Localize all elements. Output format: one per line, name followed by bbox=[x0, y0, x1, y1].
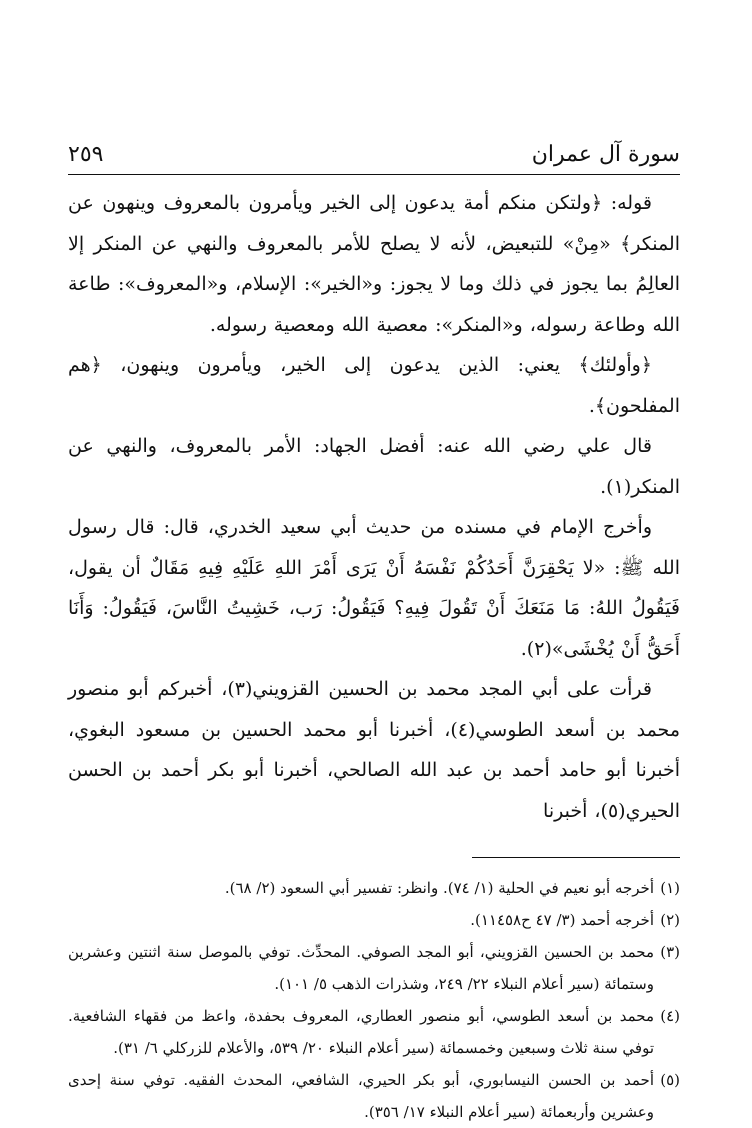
paragraph: قال علي رضي الله عنه: أفضل الجهاد: الأمر بالمعروف، والنهي عن المنكر(١). bbox=[68, 435, 680, 498]
surah-title: سورة آل عمران bbox=[531, 142, 680, 167]
header-rule bbox=[68, 174, 680, 175]
footnote-number: (١) bbox=[660, 879, 680, 897]
footnotes bbox=[68, 872, 680, 1128]
footnote bbox=[68, 872, 680, 904]
footnote-divider bbox=[472, 857, 680, 858]
paragraph: ﴿وأولئك﴾ يعني: الذين يدعون إلى الخير، ويأمرون وينهون، ﴿هم المفلحون﴾. bbox=[68, 354, 680, 417]
footnote bbox=[68, 1000, 680, 1064]
footnote bbox=[68, 1064, 680, 1128]
footnote-text: أحمد بن الحسن النيسابوري، أبو بكر الحيري، الشافعي، المحدث الفقيه. توفي سنة إحدى وعشرين وأربعمائة (سير أعلام النبلاء ١٧/ ٣٥٦). bbox=[68, 1071, 654, 1121]
footnote-text: محمد بن الحسين القزويني، أبو المجد الصوفي. المحدِّث. توفي بالموصل سنة اثنتين وعشرين وستمائة (سير أعلام النبلاء ٢٢/ ٢٤٩، وشذرات الذهب ٥/ ١٠١). bbox=[68, 943, 654, 993]
paragraph: وأخرج الإمام في مسنده من حديث أبي سعيد الخدري، قال: قال رسول الله ﷺ: «لا يَحْقِرَنَّ أَحَدُكُمْ نَفْسَهُ أَنْ يَرَى أَمْرَ اللهِ عَلَيْهِ فِيهِ مَقَالٌ أن يقول، فَيَقُولُ اللهُ: مَا مَنَعَكَ أَنْ تَقُولَ فِيهِ؟ فَيَقُولُ: رَب، خَشِيتُ النَّاسَ، فَيَقُولُ: وَأَنَا أَحَقُّ أَنْ يُخْشَى»(٢). bbox=[68, 516, 680, 660]
footnote-text: محمد بن أسعد الطوسي، أبو منصور العطاري، المعروف بحفدة، واعظ من فقهاء الشافعية. توفي سنة ثلاث وسبعين وخمسمائة (سير أعلام النبلاء ٢٠/ ٥٣٩، والأعلام للزركلي ٦/ ٣١). bbox=[68, 1007, 654, 1057]
page-number: ٢٥٩ bbox=[68, 142, 104, 167]
footnote bbox=[68, 904, 680, 936]
page-header bbox=[68, 140, 680, 172]
footnote-number: (٤) bbox=[660, 1007, 680, 1025]
footnote-text: أخرجه أحمد (٣/ ٤٧ ح١١٤٥٨). bbox=[470, 911, 654, 929]
paragraph: قرأت على أبي المجد محمد بن الحسين القزويني(٣)، أخبركم أبو منصور محمد بن أسعد الطوسي(٤)، أخبرنا أبو محمد الحسين بن مسعود البغوي، أخبرنا أبو حامد أحمد بن عبد الله الصالحي، أخبرنا أبو بكر أحمد بن الحسن الحيري(٥)، أخبرنا bbox=[68, 678, 680, 822]
footnote bbox=[68, 936, 680, 1000]
main-text bbox=[68, 183, 680, 831]
footnote-number: (٣) bbox=[660, 943, 680, 961]
footnote-number: (٢) bbox=[660, 911, 680, 929]
book-page bbox=[68, 140, 680, 1128]
footnote-number: (٥) bbox=[660, 1071, 680, 1089]
footnote-text: أخرجه أبو نعيم في الحلية (١/ ٧٤). وانظر: تفسير أبي السعود (٢/ ٦٨). bbox=[224, 879, 654, 897]
paragraph: قوله: ﴿ولتكن منكم أمة يدعون إلى الخير ويأمرون بالمعروف وينهون عن المنكر﴾ «مِنْ» للتبعيض، لأنه لا يصلح للأمر بالمعروف والنهي عن المنكر إلا العالِمُ بما يجوز في ذلك وما لا يجوز: و«الخير»: الإسلام، و«المعروف»: طاعة الله وطاعة رسوله، و«المنكر»: معصية الله ومعصية رسوله. bbox=[68, 192, 680, 336]
